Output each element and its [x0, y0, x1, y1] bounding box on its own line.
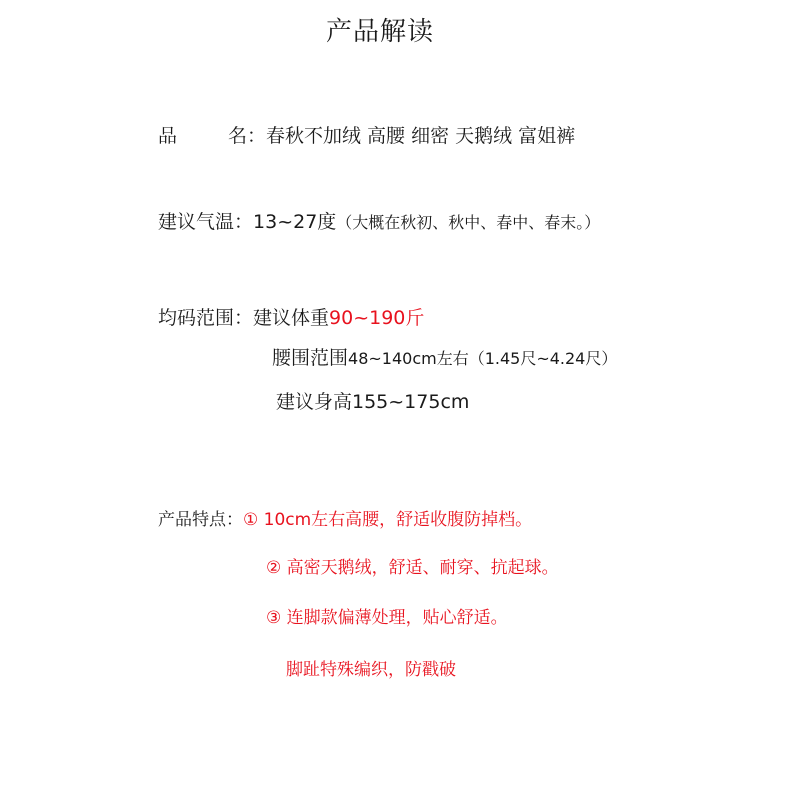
feature-row-3	[266, 603, 508, 632]
feature-item-1: ① 10cm左右高腰，舒适收腹防掉档。	[243, 510, 533, 530]
size-height-row	[276, 388, 469, 416]
feature-row-2	[266, 553, 559, 582]
temperature-row	[158, 208, 600, 237]
feature-item-4: 脚趾特殊编织，防戳破	[286, 660, 456, 680]
size-range-label: 均码范围：	[158, 307, 254, 329]
temperature-label: 建议气温：	[158, 211, 254, 233]
product-name-value: 春秋不加绒 高腰 细密 天鹅绒 富姐裤	[266, 125, 576, 147]
size-weight-row	[158, 304, 424, 332]
weight-label: 建议体重	[253, 307, 330, 329]
feature-item-3: ③ 连脚款偏薄处理，贴心舒适。	[266, 608, 508, 628]
temperature-note: （大概在秋初、秋中、春中、春末。）	[336, 213, 601, 232]
product-name-label-b: 名：	[228, 125, 267, 147]
product-name-row	[158, 122, 575, 150]
size-waist-row	[272, 344, 617, 373]
feature-item-2: ② 高密天鹅绒，舒适、耐穿、抗起球。	[266, 558, 559, 578]
waist-value: 48~140cm左右（1.45尺~4.24尺）	[348, 349, 618, 368]
page-title: 产品解读	[325, 17, 434, 47]
feature-row-1	[158, 505, 532, 534]
height-text: 建议身高155~175cm	[276, 391, 470, 413]
product-name-label-a: 品	[158, 125, 178, 147]
weight-value: 90~190斤	[329, 307, 425, 329]
features-label: 产品特点：	[158, 510, 243, 530]
waist-label: 腰围范围	[272, 347, 349, 369]
temperature-value: 13~27度	[253, 211, 337, 233]
feature-row-4	[286, 655, 456, 684]
